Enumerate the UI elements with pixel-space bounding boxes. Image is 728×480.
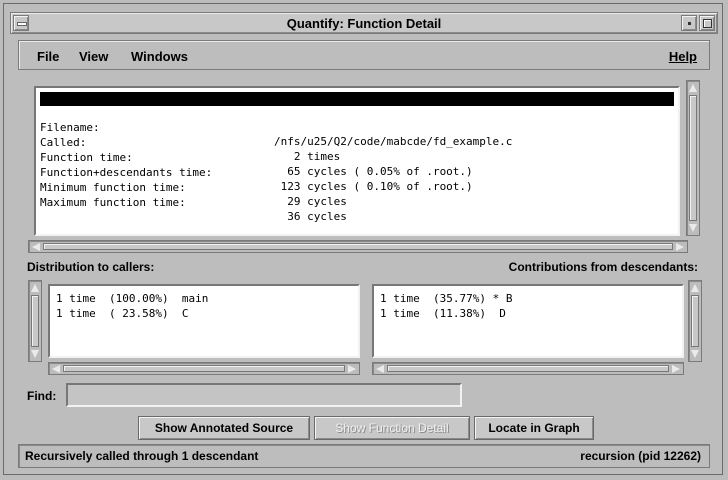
list-item[interactable]: 1 time (11.38%) D bbox=[380, 307, 506, 320]
info-label: Minimum function time: bbox=[40, 181, 186, 194]
scroll-thumb[interactable] bbox=[63, 365, 345, 372]
info-label: Maximum function time: bbox=[40, 196, 186, 209]
find-field[interactable] bbox=[66, 383, 462, 407]
info-value: 29 cycles bbox=[274, 195, 347, 208]
info-value: /nfs/u25/Q2/code/mabcde/fd_example.c bbox=[274, 135, 513, 148]
status-message: Recursively called through 1 descendant bbox=[25, 449, 259, 463]
info-value: A bbox=[274, 120, 281, 133]
find-input[interactable] bbox=[68, 385, 460, 405]
scroll-right-arrow-icon[interactable] bbox=[348, 365, 356, 373]
function-info-panel[interactable] bbox=[34, 86, 680, 236]
function-detail-window bbox=[3, 3, 723, 475]
scroll-left-arrow-icon[interactable] bbox=[52, 365, 60, 373]
menu-windows[interactable]: Windows bbox=[131, 49, 188, 64]
find-label: Find: bbox=[27, 389, 57, 403]
locate-in-graph-button[interactable]: Locate in Graph bbox=[474, 416, 594, 440]
info-vertical-scrollbar[interactable] bbox=[686, 80, 700, 236]
scroll-thumb[interactable] bbox=[689, 95, 697, 221]
scroll-down-arrow-icon[interactable] bbox=[689, 224, 697, 232]
title-bar[interactable] bbox=[10, 12, 718, 34]
info-value: 65 cycles ( 0.05% of .root.) bbox=[274, 165, 473, 178]
scroll-right-arrow-icon[interactable] bbox=[672, 365, 680, 373]
descendants-vertical-scrollbar[interactable] bbox=[688, 280, 702, 362]
info-label: Function+descendants time: bbox=[40, 166, 213, 179]
descendants-label: Contributions from descendants: bbox=[508, 260, 698, 274]
scroll-thumb[interactable] bbox=[691, 295, 699, 347]
scroll-right-arrow-icon[interactable] bbox=[676, 243, 684, 251]
scroll-up-arrow-icon[interactable] bbox=[689, 84, 697, 92]
callers-list[interactable] bbox=[48, 284, 360, 358]
list-item[interactable]: 1 time (100.00%) main bbox=[56, 292, 209, 305]
info-label: Function time: bbox=[40, 151, 133, 164]
info-label: Function name: bbox=[40, 106, 133, 119]
minimize-button[interactable] bbox=[681, 15, 697, 31]
info-value: 2 times bbox=[274, 150, 341, 163]
menu-bar bbox=[18, 40, 710, 70]
status-bar bbox=[18, 444, 710, 468]
info-label: Filename: bbox=[40, 121, 100, 134]
status-process: recursion (pid 12262) bbox=[580, 449, 701, 463]
descendants-horizontal-scrollbar[interactable] bbox=[372, 362, 684, 375]
callers-label: Distribution to callers: bbox=[27, 260, 155, 274]
window-title: Quantify: Function Detail bbox=[286, 16, 442, 31]
scroll-up-arrow-icon[interactable] bbox=[691, 284, 699, 292]
list-item[interactable]: 1 time (35.77%) * B bbox=[380, 292, 513, 305]
info-value: 36 cycles bbox=[274, 210, 347, 223]
descendants-list[interactable] bbox=[372, 284, 684, 358]
scroll-thumb[interactable] bbox=[387, 365, 669, 372]
scroll-left-arrow-icon[interactable] bbox=[376, 365, 384, 373]
callers-horizontal-scrollbar[interactable] bbox=[48, 362, 360, 375]
list-item[interactable]: 1 time ( 23.58%) C bbox=[56, 307, 189, 320]
show-function-detail-button[interactable]: Show Function Detail bbox=[314, 416, 470, 440]
scroll-left-arrow-icon[interactable] bbox=[32, 243, 40, 251]
scroll-down-arrow-icon[interactable] bbox=[31, 350, 39, 358]
scroll-thumb[interactable] bbox=[43, 243, 673, 250]
menu-view[interactable]: View bbox=[79, 49, 109, 64]
menu-file[interactable]: File bbox=[37, 49, 60, 64]
scroll-up-arrow-icon[interactable] bbox=[31, 284, 39, 292]
scroll-down-arrow-icon[interactable] bbox=[691, 350, 699, 358]
callers-vertical-scrollbar[interactable] bbox=[28, 280, 42, 362]
info-horizontal-scrollbar[interactable] bbox=[28, 240, 688, 253]
menu-help[interactable]: Help bbox=[668, 49, 697, 64]
maximize-button[interactable] bbox=[699, 15, 715, 31]
show-annotated-source-button[interactable]: Show Annotated Source bbox=[138, 416, 310, 440]
scroll-thumb[interactable] bbox=[31, 295, 39, 347]
info-label: Called: bbox=[40, 136, 87, 149]
info-value: 123 cycles ( 0.10% of .root.) bbox=[274, 180, 473, 193]
